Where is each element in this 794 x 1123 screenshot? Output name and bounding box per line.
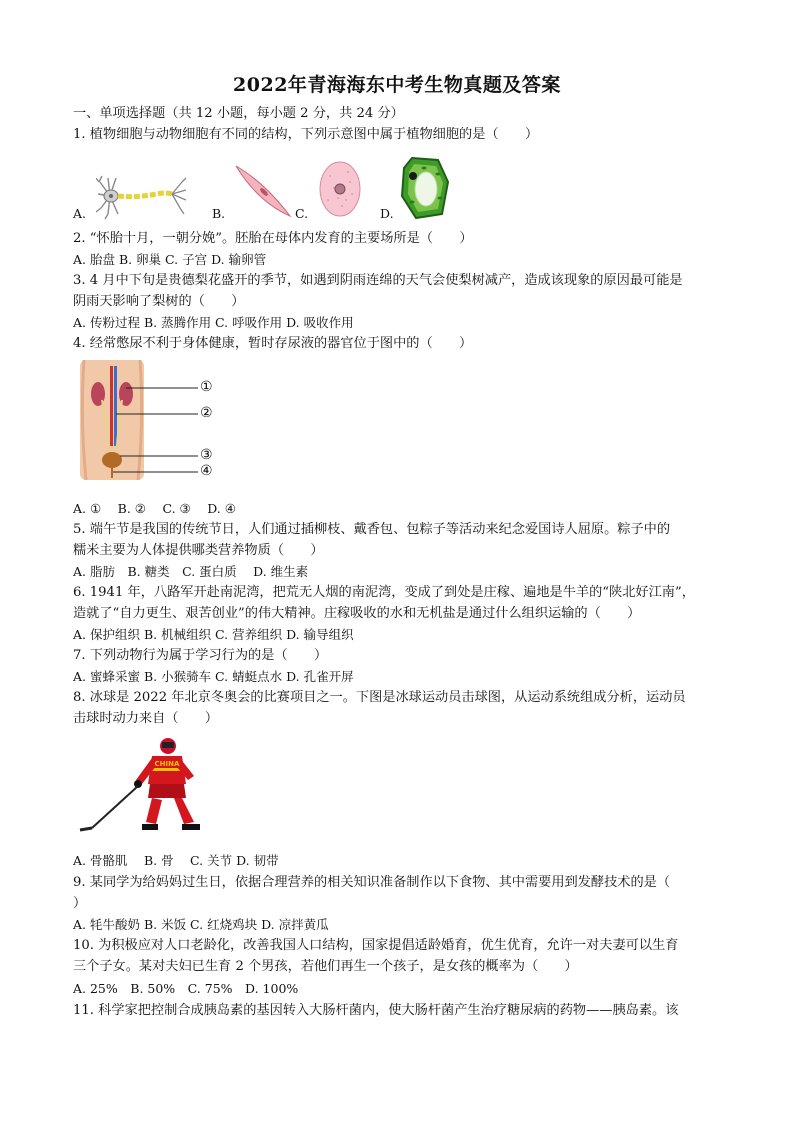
figure-label-2: ② bbox=[200, 405, 213, 421]
question-8-stem-line2: 击球时动力来自（ ） bbox=[73, 711, 219, 726]
question-5-stem-line1: 5. 端午节是我国的传统节日，人们通过插柳枝、戴香包、包粽子等活动来纪念爱国诗人屈原。粽子中的 bbox=[73, 522, 671, 537]
question-11-stem: 11. 科学家把控制合成胰岛素的基因转入大肠杆菌内，使大肠杆菌产生治疗糖尿病的药物——胰岛素。该 bbox=[73, 1003, 679, 1018]
question-7-stem: 7. 下列动物行为属于学习行为的是（ ） bbox=[73, 648, 328, 663]
question-8-options: A. 骨骼肌 B. 骨 C. 关节 D. 韧带 bbox=[73, 853, 279, 868]
question-4-options: A. ① B. ② C. ③ D. ④ bbox=[73, 501, 236, 516]
urinary-system-figure bbox=[80, 360, 220, 484]
q1-option-c-label: C. bbox=[295, 206, 309, 221]
muscle-cell-figure bbox=[234, 162, 292, 218]
q1-option-b-label: B. bbox=[212, 206, 226, 221]
question-10-stem-line2: 三个子女。某对夫妇已生育 2 个男孩，若他们再生一个孩子，是女孩的概率为（ ） bbox=[73, 959, 578, 974]
section-heading: 一、单项选择题（共 12 小题，每小题 2 分，共 24 分） bbox=[73, 106, 404, 121]
question-9-stem-line2: ） bbox=[73, 896, 87, 911]
page-title: 2022年青海海东中考生物真题及答案 bbox=[233, 74, 561, 96]
question-9-stem-line1: 9. 某同学为给妈妈过生日，依据合理营养的相关知识准备制作以下食物、其中需要用到发酵技术的是（ bbox=[73, 875, 671, 890]
question-6-stem-line2: 造就了“自力更生、艰苦创业”的伟大精神。庄稼吸收的水和无机盐是通过什么组织运输的（ ） bbox=[73, 606, 641, 621]
question-3-stem-line1: 3. 4 月中下旬是贵德梨花盛开的季节，如遇到阴雨连绵的天气会使梨树减产，造成该现象的原因最可能是 bbox=[73, 273, 683, 288]
animal-cell-figure bbox=[318, 160, 362, 218]
jersey-text: CHINA bbox=[154, 760, 180, 768]
question-8-stem-line1: 8. 冰球是 2022 年北京冬奥会的比赛项目之一。下图是冰球运动员击球图，从运动系统组成分析，运动员 bbox=[73, 690, 686, 705]
question-5-stem-line2: 糯米主要为人体提供哪类营养物质（ ） bbox=[73, 543, 324, 558]
plant-cell-figure bbox=[398, 156, 450, 220]
figure-label-1: ① bbox=[200, 379, 213, 395]
neuron-figure bbox=[96, 172, 188, 220]
question-5-options: A. 脂肪 B. 糖类 C. 蛋白质 D. 维生素 bbox=[73, 564, 309, 579]
question-10-options: A. 25% B. 50% C. 75% D. 100% bbox=[73, 981, 299, 996]
q1-option-a-label: A. bbox=[73, 206, 87, 221]
question-2-options: A. 胎盘 B. 卵巢 C. 子宫 D. 输卵管 bbox=[73, 252, 267, 267]
question-2-stem: 2. “怀胎十月，一朝分娩”。胚胎在母体内发育的主要场所是（ ） bbox=[73, 231, 473, 246]
question-3-options: A. 传粉过程 B. 蒸腾作用 C. 呼吸作用 D. 吸收作用 bbox=[73, 315, 354, 330]
question-6-options: A. 保护组织 B. 机械组织 C. 营养组织 D. 输导组织 bbox=[73, 627, 354, 642]
question-3-stem-line2: 阴雨天影响了梨树的（ ） bbox=[73, 294, 245, 309]
figure-label-4: ④ bbox=[200, 463, 213, 479]
question-9-options: A. 牦牛酸奶 B. 米饭 C. 红烧鸡块 D. 凉拌黄瓜 bbox=[73, 917, 329, 932]
question-10-stem-line1: 10. 为积极应对人口老龄化，改善我国人口结构，国家提倡适龄婚育，优生优育，允许一对夫妻可以生育 bbox=[73, 938, 679, 953]
figure-label-3: ③ bbox=[200, 447, 213, 463]
question-7-options: A. 蜜蜂采蜜 B. 小猴骑车 C. 蜻蜓点水 D. 孔雀开屏 bbox=[73, 669, 354, 684]
q1-option-d-label: D. bbox=[380, 206, 394, 221]
question-1-stem: 1. 植物细胞与动物细胞有不同的结构，下列示意图中属于植物细胞的是（ ） bbox=[73, 127, 539, 142]
question-4-stem: 4. 经常憋尿不利于身体健康，暂时存尿液的器官位于图中的（ ） bbox=[73, 336, 473, 351]
question-6-stem-line1: 6. 1941 年，八路军开赴南泥湾，把荒无人烟的南泥湾，变成了到处是庄稼、遍地是牛羊的“陕北好江南”， bbox=[73, 585, 695, 600]
hockey-player-figure bbox=[76, 736, 216, 840]
